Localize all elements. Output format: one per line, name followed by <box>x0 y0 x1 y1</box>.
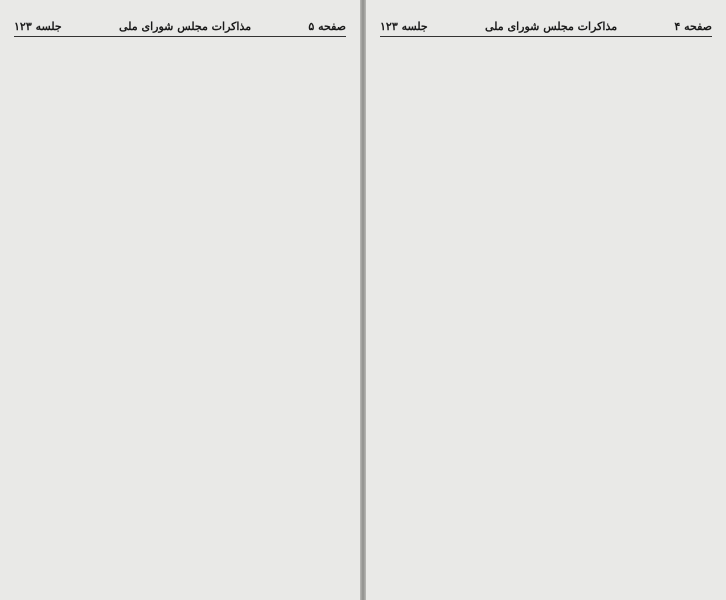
column-2 <box>14 43 175 583</box>
text-columns <box>380 43 712 583</box>
book-gutter <box>360 0 366 600</box>
running-head <box>380 20 712 37</box>
session-number: جلسه ۱۲۳ <box>380 20 428 33</box>
publication-title: مذاکرات مجلس شورای ملی <box>118 20 252 33</box>
column-1 <box>185 43 346 583</box>
running-head <box>14 20 346 37</box>
right-page <box>366 0 726 600</box>
column-1 <box>551 43 712 583</box>
text-columns <box>14 43 346 583</box>
page-number: صفحه ۵ <box>308 20 346 33</box>
column-2 <box>380 43 541 583</box>
publication-title: مذاکرات مجلس شورای ملی <box>484 20 618 33</box>
left-page <box>0 0 360 600</box>
session-number: جلسه ۱۲۳ <box>14 20 62 33</box>
page-number: صفحه ۴ <box>674 20 712 33</box>
